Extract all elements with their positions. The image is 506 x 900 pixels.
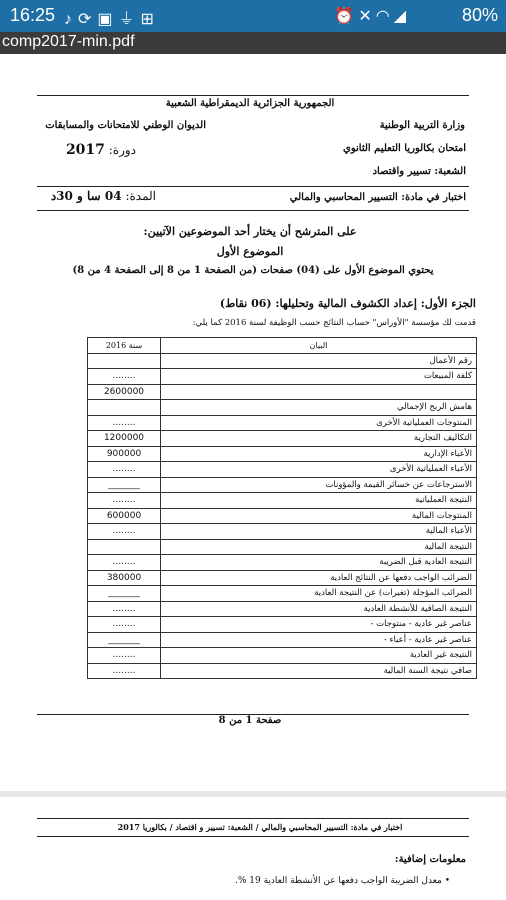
duration-value: 04 سا و 30د — [50, 189, 122, 203]
row-label: الأعباء الإدارية — [161, 446, 477, 462]
row-value: ........ — [88, 524, 161, 540]
row-value: ........ — [88, 493, 161, 509]
signal-icon: ◢ — [393, 8, 410, 25]
row-label: التكاليف التجارية — [161, 431, 477, 447]
intro-text: قدمت لك مؤسسة "الأوراس" حساب النتائج حسب الوظيفة لسنة 2016 كما يلي: — [192, 318, 476, 328]
pages-note: يحتوي الموضوع الأول على (04) صفحات (من الصفحة 1 من 8 إلى الصفحة 4 من 8) — [72, 265, 434, 276]
table-row — [88, 601, 477, 617]
topic-title: الموضوع الأول — [216, 245, 284, 258]
table-row — [88, 384, 477, 400]
file-name: comp2017-min.pdf — [2, 33, 135, 50]
row-label: النتيجة المالية — [161, 539, 477, 555]
row-label: المنتوجات العملياتية الأخرى — [161, 415, 477, 431]
session-year: 2017 — [65, 142, 105, 158]
table-row — [88, 446, 477, 462]
row-value: ........ — [88, 369, 161, 385]
row-value: _______ — [88, 586, 161, 602]
income-statement-table — [87, 337, 477, 679]
row-label: هامش الربح الإجمالي — [161, 400, 477, 416]
table-row — [88, 663, 477, 679]
notification-icons — [64, 6, 160, 29]
row-value: ........ — [88, 663, 161, 679]
row-value: 380000 — [88, 570, 161, 586]
exam-office: الديوان الوطني للامتحانات والمسابقات — [45, 120, 206, 131]
row-value — [88, 400, 161, 416]
pdf-page[interactable] — [0, 54, 506, 900]
subject: اختبار في مادة: التسيير المحاسبي والمالي — [289, 192, 466, 203]
row-label: النتيجة العادية قبل الضريبة — [161, 555, 477, 571]
row-label — [161, 384, 477, 400]
mute-icon: ✕ — [358, 8, 376, 25]
table-header-label: البيان — [161, 338, 477, 354]
battery-level: 80% — [461, 5, 498, 25]
row-label: النتيجة غير العادية — [161, 648, 477, 664]
usb-icon: ⏚ — [118, 11, 141, 28]
system-icons — [334, 6, 410, 26]
table-row — [88, 524, 477, 540]
table-row — [88, 462, 477, 478]
row-value: 1200000 — [88, 431, 161, 447]
status-bar — [0, 0, 506, 32]
ministry: وزارة التربية الوطنية — [379, 120, 465, 131]
page2-header: اختبار في مادة: التسيير المحاسبي والمالي / الشعبة: تسيير و اقتصاد / بكالوريا 2017 — [117, 822, 403, 832]
row-label: الضرائب الواجب دفعها عن النتائج العادية — [161, 570, 477, 586]
row-value: 2600000 — [88, 384, 161, 400]
row-value — [88, 353, 161, 369]
bullet-icon: • — [441, 876, 450, 886]
subject-rule — [37, 210, 469, 211]
table-row — [88, 632, 477, 648]
table-row — [88, 570, 477, 586]
row-value: ........ — [88, 415, 161, 431]
extra-info-item — [200, 876, 450, 886]
row-label: النتيجة العملياتية — [161, 493, 477, 509]
row-label: المنتوجات المالية — [161, 508, 477, 524]
table-row — [88, 400, 477, 416]
table-row — [88, 586, 477, 602]
row-value — [88, 539, 161, 555]
alarm-icon: ⏰ — [334, 8, 359, 25]
row-value: _______ — [88, 632, 161, 648]
table-row — [88, 539, 477, 555]
header-rule — [37, 186, 469, 187]
page-number: صفحة 1 من 8 — [218, 715, 282, 726]
page-separator — [0, 791, 506, 797]
row-label: صافي نتيجة السنة المالية — [161, 663, 477, 679]
table-row — [88, 431, 477, 447]
sync-icon: ⟳ — [78, 11, 98, 28]
table-row — [88, 477, 477, 493]
row-label: النتيجة الصافية للأنشطة العادية — [161, 601, 477, 617]
pdf-title-bar — [0, 32, 506, 54]
row-value: ........ — [88, 617, 161, 633]
row-label: كلفة المبيعات — [161, 369, 477, 385]
exam-name: امتحان بكالوريا التعليم الثانوي — [343, 143, 466, 154]
table-row — [88, 493, 477, 509]
table-header-year: سنة 2016 — [88, 338, 161, 354]
table-row — [88, 353, 477, 369]
table-row — [88, 415, 477, 431]
row-value: ........ — [88, 648, 161, 664]
row-value: 900000 — [88, 446, 161, 462]
row-value: ........ — [88, 462, 161, 478]
row-label: رقم الأعمال — [161, 353, 477, 369]
wifi-icon: ◠ — [375, 8, 394, 25]
session-label: دورة: — [108, 143, 136, 157]
row-label: الأعباء العملياتية الأخرى — [161, 462, 477, 478]
image-icon: ▣ — [97, 11, 119, 28]
row-label: الضرائب المؤجلة (تغيرات) عن النتيجة العادية — [161, 586, 477, 602]
translate-icon: ⊞ — [140, 11, 160, 28]
choose-instruction: على المترشح أن يختار أحد الموضوعين الآتيين: — [143, 225, 357, 238]
music-note-icon: ♪ — [64, 11, 78, 28]
extra-info-title: معلومات إضافية: — [394, 854, 466, 865]
branch: الشعبة: تسيير واقتصاد — [372, 166, 466, 177]
status-time: 16:25 — [10, 5, 56, 25]
row-label: عناصر غير عادية - منتوجات - — [161, 617, 477, 633]
table-row — [88, 508, 477, 524]
republic-title: الجمهورية الجزائرية الديمقراطية الشعبية — [165, 98, 335, 109]
session — [36, 142, 136, 158]
duration-label: المدة: — [125, 189, 156, 203]
row-label: الاسترجاعات عن خسائر القيمة والمؤونات — [161, 477, 477, 493]
row-value: ........ — [88, 601, 161, 617]
row-label: الأعباء المالية — [161, 524, 477, 540]
table-row — [88, 617, 477, 633]
row-value: ........ — [88, 555, 161, 571]
table-row — [88, 555, 477, 571]
row-value: 600000 — [88, 508, 161, 524]
page2-header-rule — [37, 836, 469, 837]
tax-rate-note: معدل الضريبة الواجب دفعها عن الأنشطة العادية 19 %. — [234, 876, 442, 886]
duration — [36, 189, 156, 203]
top-rule — [37, 95, 469, 96]
table-row — [88, 648, 477, 664]
page2-top-rule — [37, 818, 469, 819]
part-title: الجزء الأول: إعداد الكشوف المالية وتحليلها: (06 نقاط) — [219, 297, 476, 310]
table-row — [88, 369, 477, 385]
row-label: عناصر غير عادية - أعباء - — [161, 632, 477, 648]
row-value: _______ — [88, 477, 161, 493]
